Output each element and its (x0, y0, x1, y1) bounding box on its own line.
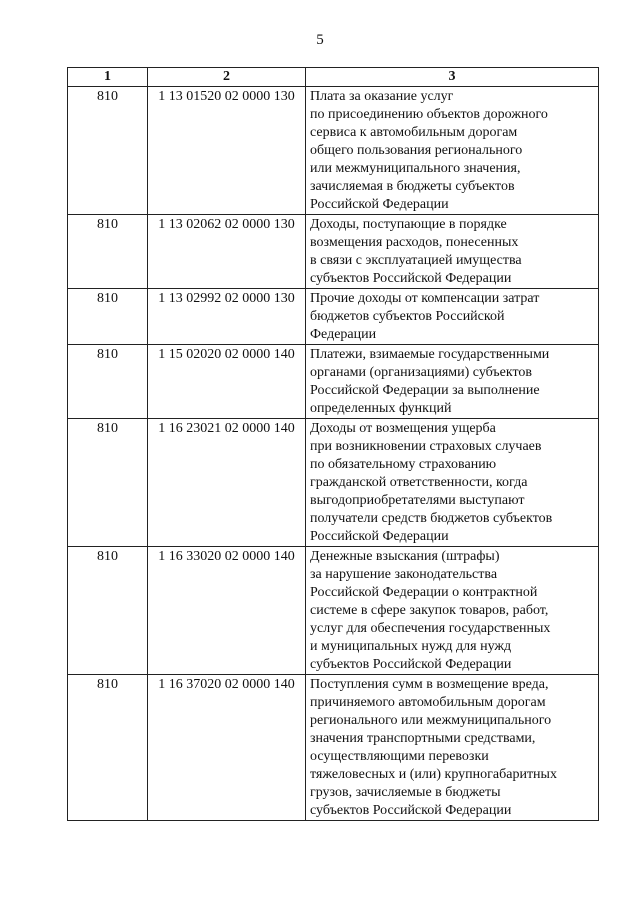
table-row (68, 289, 599, 345)
table-row (68, 87, 599, 215)
column-header-chapter: 1 (68, 68, 148, 87)
revenue-code-cell: 1 13 02062 02 0000 130 (148, 215, 306, 289)
table-row (68, 675, 599, 821)
table-row (68, 419, 599, 547)
column-header-code: 2 (148, 68, 306, 87)
table-row (68, 215, 599, 289)
revenue-name-cell: Доходы от возмещения ущерба при возникновении страховых случаев по обязательному страхованию гражданской ответственности, когда выгодоприобретателями выступают получатели средств бюджетов субъектов Российской Федерации (306, 419, 599, 547)
revenue-code-cell: 1 16 23021 02 0000 140 (148, 419, 306, 547)
chapter-code-cell: 810 (68, 345, 148, 419)
revenue-code-cell: 1 16 37020 02 0000 140 (148, 675, 306, 821)
revenue-name-cell: Поступления сумм в возмещение вреда, причиняемого автомобильным дорогам регионального или межмуниципального значения транспортными средствами, осуществляющими перевозки тяжеловесных и (или) крупногабаритных грузов, зачисляемые в бюджеты субъектов Российской Федерации (306, 675, 599, 821)
table-row (68, 345, 599, 419)
revenue-name-cell: Денежные взыскания (штрафы) за нарушение законодательства Российской Федерации о контрактной системе в сфере закупок товаров, работ, услуг для обеспечения государственных и муниципальных нужд для нужд субъектов Российской Федерации (306, 547, 599, 675)
chapter-code-cell: 810 (68, 419, 148, 547)
table-row (68, 547, 599, 675)
table-header (68, 68, 599, 87)
revenue-code-cell: 1 13 02992 02 0000 130 (148, 289, 306, 345)
revenue-code-cell: 1 15 02020 02 0000 140 (148, 345, 306, 419)
revenue-codes-table (67, 67, 599, 821)
chapter-code-cell: 810 (68, 87, 148, 215)
revenue-name-cell: Прочие доходы от компенсации затрат бюджетов субъектов Российской Федерации (306, 289, 599, 345)
revenue-name-cell: Доходы, поступающие в порядке возмещения расходов, понесенных в связи с эксплуатацией имущества субъектов Российской Федерации (306, 215, 599, 289)
revenue-name-cell: Плата за оказание услуг по присоединению объектов дорожного сервиса к автомобильным дорогам общего пользования регионального или межмуниципального значения, зачисляемая в бюджеты субъектов Российской Федерации (306, 87, 599, 215)
page-number: 5 (316, 32, 324, 48)
revenue-code-cell: 1 16 33020 02 0000 140 (148, 547, 306, 675)
column-header-name: 3 (306, 68, 599, 87)
chapter-code-cell: 810 (68, 289, 148, 345)
table-body (68, 87, 599, 821)
chapter-code-cell: 810 (68, 675, 148, 821)
revenue-name-cell: Платежи, взимаемые государственными органами (организациями) субъектов Российской Федерации за выполнение определенных функций (306, 345, 599, 419)
chapter-code-cell: 810 (68, 547, 148, 675)
revenue-code-cell: 1 13 01520 02 0000 130 (148, 87, 306, 215)
chapter-code-cell: 810 (68, 215, 148, 289)
header-row (68, 68, 599, 87)
